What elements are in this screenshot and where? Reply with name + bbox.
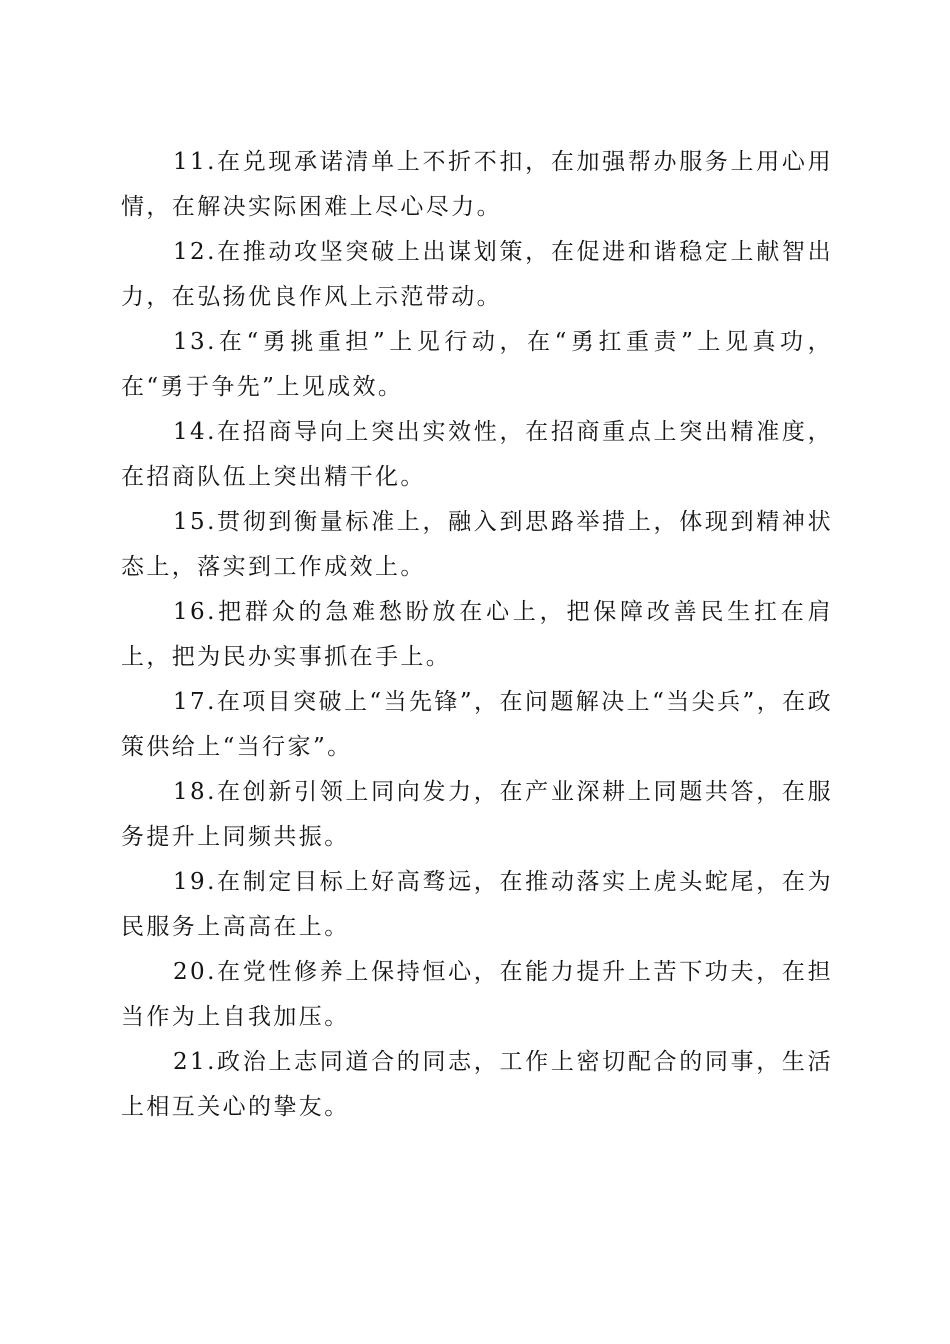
paragraph-item-13: 13.在“勇挑重担”上见行动，在“勇扛重责”上见真功，在“勇于争先”上见成效。	[121, 329, 833, 400]
document-body	[121, 140, 833, 1130]
paragraph-item-19: 19.在制定目标上好高骛远，在推动落实上虎头蛇尾，在为民服务上高高在上。	[121, 869, 833, 940]
paragraph-item-17: 17.在项目突破上“当先锋”，在问题解决上“当尖兵”，在政策供给上“当行家”。	[121, 689, 833, 760]
paragraph-item-12: 12.在推动攻坚突破上出谋划策，在促进和谐稳定上献智出力，在弘扬优良作风上示范带动。	[121, 239, 833, 310]
paragraph-item-18: 18.在创新引领上同向发力，在产业深耕上同题共答，在服务提升上同频共振。	[121, 779, 833, 850]
paragraph-item-11: 11.在兑现承诺清单上不折不扣，在加强帮办服务上用心用情，在解决实际困难上尽心尽力。	[121, 149, 833, 220]
paragraph-item-21: 21.政治上志同道合的同志，工作上密切配合的同事，生活上相互关心的挚友。	[121, 1049, 833, 1120]
paragraph-item-20: 20.在党性修养上保持恒心，在能力提升上苦下功夫，在担当作为上自我加压。	[121, 959, 833, 1030]
paragraph-item-15: 15.贯彻到衡量标准上，融入到思路举措上，体现到精神状态上，落实到工作成效上。	[121, 509, 833, 580]
paragraph-item-16: 16.把群众的急难愁盼放在心上，把保障改善民生扛在肩上，把为民办实事抓在手上。	[121, 599, 833, 670]
paragraph-item-14: 14.在招商导向上突出实效性，在招商重点上突出精准度，在招商队伍上突出精干化。	[121, 419, 833, 490]
